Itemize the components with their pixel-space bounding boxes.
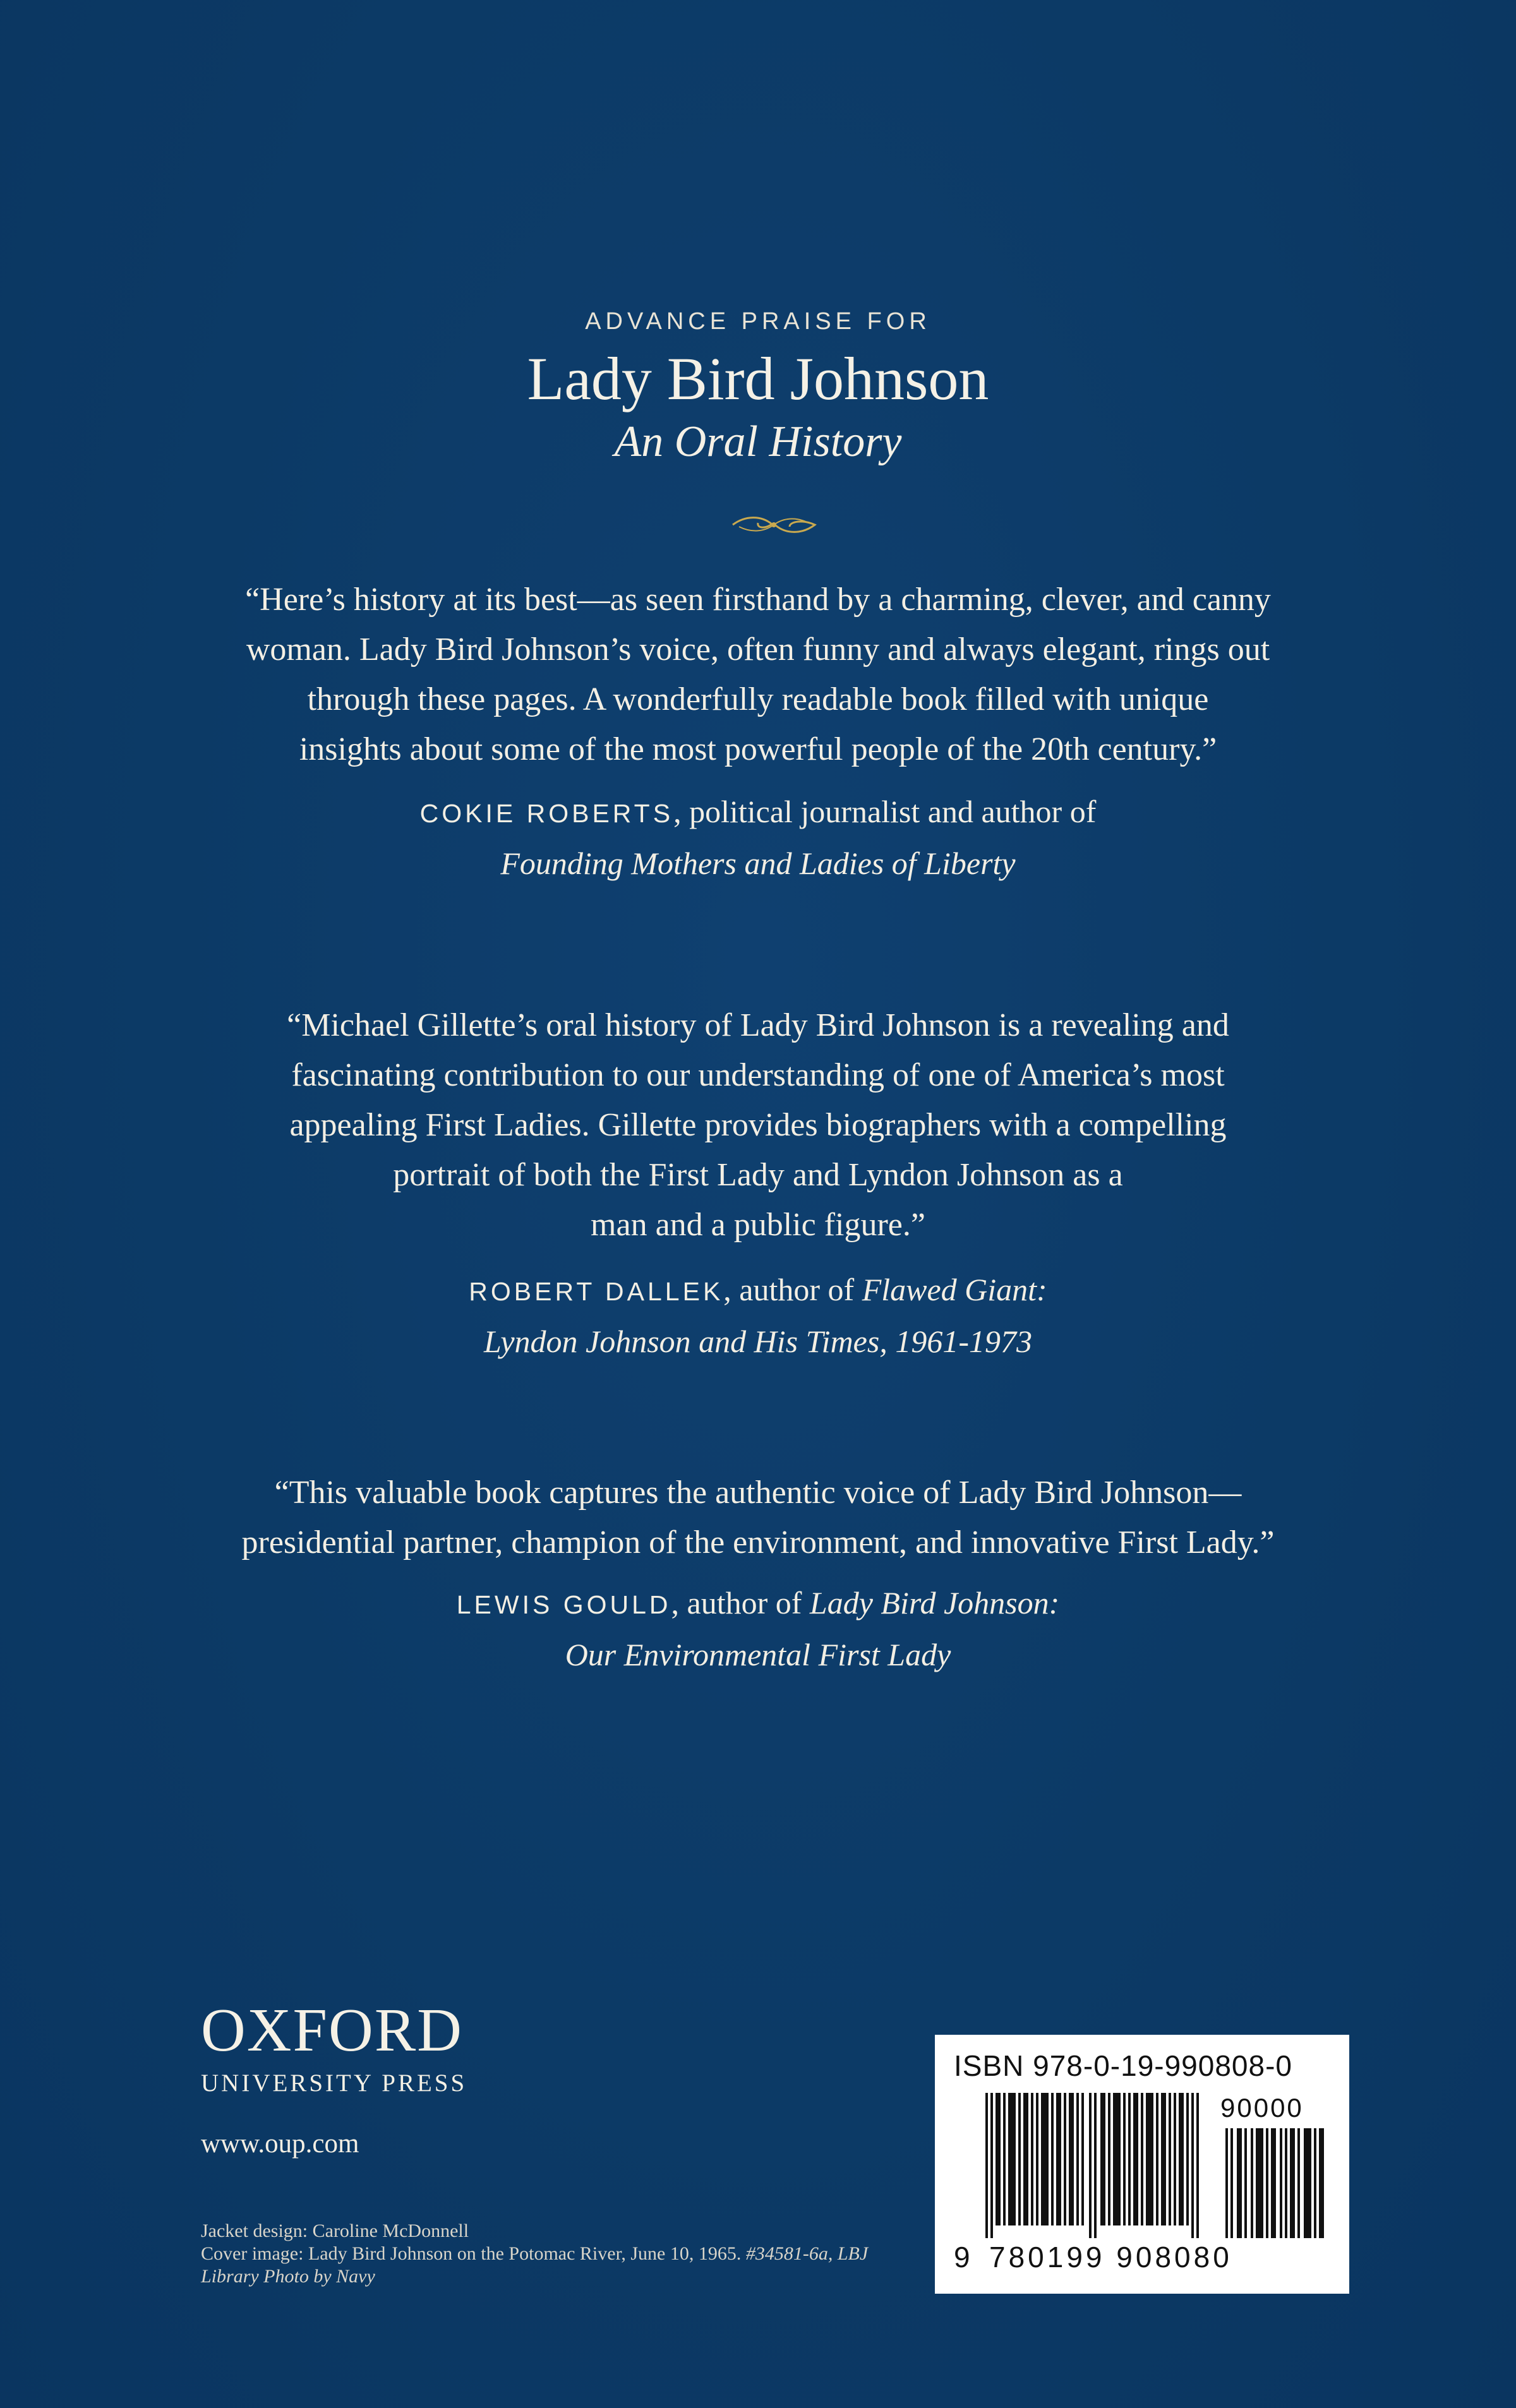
publisher-wordmark: OXFORD xyxy=(201,1996,463,2064)
cover-credit-source: #34581-6a, LBJ Library Photo by Navy xyxy=(201,2243,869,2287)
quote-line: “Michael Gillette’s oral history of Lady Bird Johnson is a revealing and xyxy=(287,1007,1229,1043)
quote-line: portrait of both the First Lady and Lyndon Johnson as a xyxy=(393,1157,1123,1193)
blurb-quote-2 xyxy=(0,1000,1516,1250)
blurb-attribution-1 xyxy=(0,787,1516,889)
publisher-subtitle: UNIVERSITY PRESS xyxy=(201,2070,467,2097)
attribution-line xyxy=(0,1265,1516,1317)
attribution-line xyxy=(0,787,1516,839)
jacket-design-credit: Jacket design: Caroline McDonnell xyxy=(201,2220,469,2241)
cover-image-credit xyxy=(201,2243,896,2288)
ean-barcode-icon xyxy=(985,2093,1213,2238)
quote-line: appealing First Ladies. Gillette provides biographers with a compelling xyxy=(289,1107,1227,1143)
jacket-credits xyxy=(201,2220,896,2288)
quote-line: “Here’s history at its best—as seen firsthand by a charming, clever, and canny xyxy=(245,582,1271,618)
attribution-work xyxy=(0,1317,1516,1367)
attribution-line xyxy=(0,1578,1516,1630)
isbn-barcode-panel xyxy=(935,2035,1349,2294)
attribution-work xyxy=(0,1630,1516,1680)
blurb-quote-1 xyxy=(0,575,1516,774)
publisher-website-link[interactable]: www.oup.com xyxy=(201,2129,359,2159)
book-title: Lady Bird Johnson xyxy=(527,345,989,412)
blurb-quote-3 xyxy=(0,1468,1516,1567)
reviewer-work: Our Environmental First Lady xyxy=(565,1637,951,1672)
barcode-digit-prefix: 9 xyxy=(954,2241,972,2273)
book-subtitle: An Oral History xyxy=(614,417,902,466)
barcode-digits: 780199 908080 xyxy=(989,2241,1232,2273)
reviewer-role: , political journalist and author of xyxy=(673,794,1097,829)
quote-line: woman. Lady Bird Johnson’s voice, often funny and always elegant, rings out xyxy=(246,632,1270,668)
reviewer-work-title: Lady Bird Johnson: xyxy=(809,1585,1060,1620)
blurb-attribution-2 xyxy=(0,1265,1516,1367)
quote-line: presidential partner, champion of the environment, and innovative First Lady.” xyxy=(241,1524,1275,1560)
quote-line: “This valuable book captures the authentic voice of Lady Bird Johnson— xyxy=(274,1475,1242,1511)
advance-praise-heading: ADVANCE PRAISE FOR xyxy=(585,308,931,335)
cover-credit-text: Cover image: Lady Bird Johnson on the Potomac River, June 10, 1965. xyxy=(201,2243,746,2264)
attribution-work xyxy=(0,839,1516,889)
reviewer-name: LEWIS GOULD xyxy=(456,1590,671,1619)
reviewer-name: ROBERT DALLEK xyxy=(469,1277,724,1306)
isbn-number: ISBN 978-0-19-990808-0 xyxy=(954,2049,1292,2082)
quote-line: fascinating contribution to our understanding of one of America’s most xyxy=(291,1057,1225,1093)
reviewer-name: COKIE ROBERTS xyxy=(419,799,674,828)
reviewer-work: Founding Mothers and Ladies of Liberty xyxy=(500,846,1016,881)
reviewer-role: , author of xyxy=(723,1272,862,1307)
reviewer-role: , author of xyxy=(671,1585,810,1620)
price-code: 90000 xyxy=(1220,2093,1304,2123)
oxford-logo xyxy=(201,1996,467,2097)
reviewer-work-title: Flawed Giant: xyxy=(862,1272,1047,1307)
quote-line: man and a public figure.” xyxy=(591,1207,925,1243)
reviewer-work: Lyndon Johnson and His Times, 1961-1973 xyxy=(484,1324,1032,1359)
price-barcode-icon xyxy=(1225,2128,1326,2238)
flourish-ornament-icon xyxy=(726,510,821,539)
quote-line: through these pages. A wonderfully readable book filled with unique xyxy=(307,681,1209,717)
blurb-attribution-3 xyxy=(0,1578,1516,1680)
quote-line: insights about some of the most powerful people of the 20th century.” xyxy=(299,731,1217,767)
